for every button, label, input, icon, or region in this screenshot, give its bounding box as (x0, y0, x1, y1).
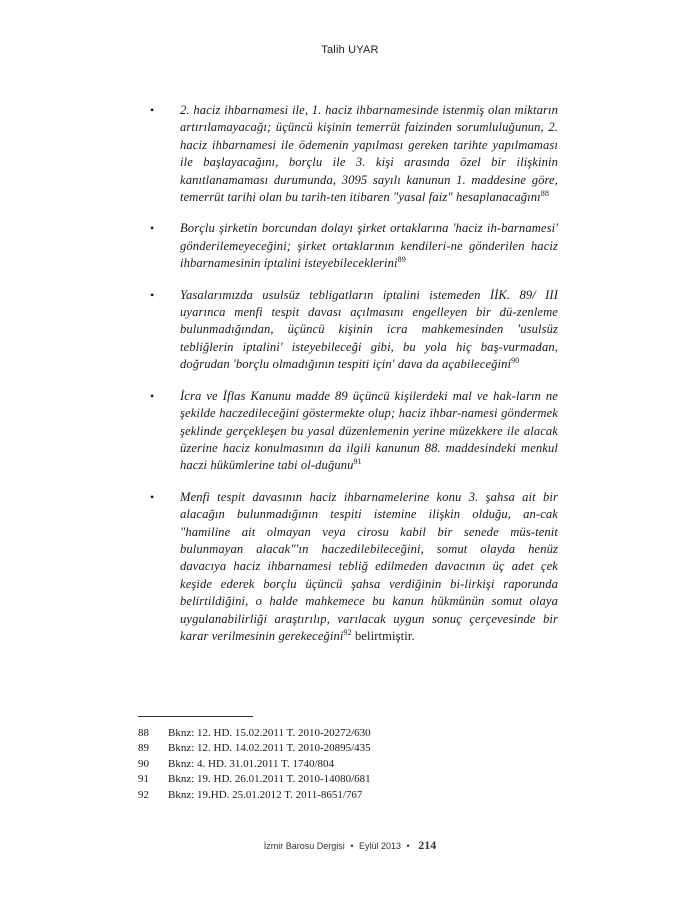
footnote-number: 88 (138, 727, 149, 739)
page-footer (0, 838, 700, 853)
footnote-text: Bknz: 19. HD. 26.01.2011 T. 2010-14080/681 (168, 773, 371, 786)
footnote-text: Bknz: 12. HD. 14.02.2011 T. 2010-20895/435 (168, 742, 371, 755)
bullet-icon: • (150, 221, 155, 236)
footnote-item (138, 788, 558, 803)
list-item (150, 220, 558, 272)
footnote-ref[interactable]: 90 (511, 356, 520, 366)
item-text: Yasalarımızda usulsüz tebligatların iptalini istemeden İİK. 89/ III uyarınca menfi tespit davası açılmasını engelleyen bir dü-zenleme bulunmadığından, üçüncü kişinin icra mahkemesinden 'usulsüz tebliğlerin iptalini' isteyebileceği gibi, bu yola hiç baş-vurmadan, doğrudan 'borçlu olmadığının tespiti için' dava da açabileceğini (180, 287, 558, 372)
journal-name: İzmir Barosu Dergisi (263, 841, 345, 851)
footnote-ref[interactable]: 91 (353, 457, 362, 467)
footnote-number: 92 (138, 788, 149, 801)
item-tail-text: belirtmiştir. (354, 628, 415, 643)
bullet-icon: • (150, 388, 155, 403)
item-text: Borçlu şirketin borcundan dolayı şirket ortaklarına 'haciz ih-barnamesi' gönderilemeyeceğini; şirket ortaklarının kendileri-ne gönderilen haciz ihbarnamesinin iptalini isteyebileceklerini (180, 221, 558, 271)
item-text: İcra ve İflas Kanunu madde 89 üçüncü kişilerdeki mal ve hak-ların ne şekilde haczedileceğini göstermekte olup; haciz ihbar-namesi göndermek şeklinde gerçekleşen bu yasal düzenlemenin yerine müzekkere ile alacak üzerine haciz konulmasının da ilgili kanunun 88. maddesindeki menkul haczi hükümlerine tabi ol-duğunu (180, 388, 558, 473)
footnote-text: Bknz: 12. HD. 15.02.2011 T. 2010-20272/630 (168, 727, 371, 739)
issue-date: Eylül 2013 (359, 841, 402, 851)
footnote-number: 90 (138, 757, 149, 770)
footnote-item (138, 757, 558, 772)
footnote-number: 89 (138, 742, 149, 755)
footnote-number: 91 (138, 773, 149, 786)
footer-separator: • (350, 841, 354, 851)
bullet-icon: • (150, 489, 155, 504)
list-item (150, 287, 558, 374)
footnote-item (138, 741, 558, 756)
item-text: Menfi tespit davasının haciz ihbarnamelerine konu 3. şahsa ait bir alacağın bulunmadığının tespiti istemine ilişkin olduğu, an-cak "hamiline ait olmayan veya cirosu kabil bir senede müs-tenit bulunmayan alacak"'ın haczedilebileceğini, somut olayda henüz davacıya haciz ihbarnamesi tebliğ edilmeden davacının üç adet çek keşide ederek borçlu üçüncü şahsa verdiğinin bi-lirkişi raporunda belirtildiğini, o halde mahkemece bu kanun hükmünün somut olaya uygulanabilirliği araştırılıp, varılacak uygun sonuç çerçevesinde bir karar verilmesinin gerekeceğini (180, 489, 558, 643)
bullet-icon: • (150, 287, 155, 302)
list-item (150, 102, 558, 206)
running-header (0, 44, 700, 56)
footnote-ref[interactable]: 88 (540, 188, 549, 198)
list-item (150, 489, 558, 646)
footnote-text: Bknz: 4. HD. 31.01.2011 T. 1740/804 (168, 757, 335, 770)
bullet-icon: • (150, 103, 155, 117)
footnote-ref[interactable]: 89 (397, 255, 406, 265)
footnote-item (138, 772, 558, 787)
footnote-item (138, 726, 558, 741)
main-content (150, 102, 558, 659)
footnotes (138, 726, 558, 803)
footnote-ref[interactable]: 92 (343, 627, 352, 637)
footnote-divider (138, 716, 253, 717)
page-number: 214 (418, 838, 437, 852)
footnote-text: Bknz: 19.HD. 25.01.2012 T. 2011-8651/767 (168, 788, 363, 801)
ruling-list (150, 102, 558, 645)
list-item (150, 388, 558, 475)
footer-separator: • (406, 841, 410, 851)
author-name: Talih UYAR (321, 44, 379, 56)
item-text: 2. haciz ihbarnamesi ile, 1. haciz ihbarnamesinde istenmiş olan miktarın artırılamayacağı; üçüncü kişinin temerrüt faizinden sorumluluğunun, 2. haciz ihbarnamesi ile ödemenin yapılması gereken tarihte yapılmaması ile başlayacağını, borçlu ile 3. kişi arasında özel bir ilişkinin kanıtlanamaması durumunda, 3095 sayılı kanunun 1. maddesine göre, temerrüt tarihi olan bu tarih-ten itibaren "yasal faiz" hesaplanacağını (180, 103, 558, 205)
